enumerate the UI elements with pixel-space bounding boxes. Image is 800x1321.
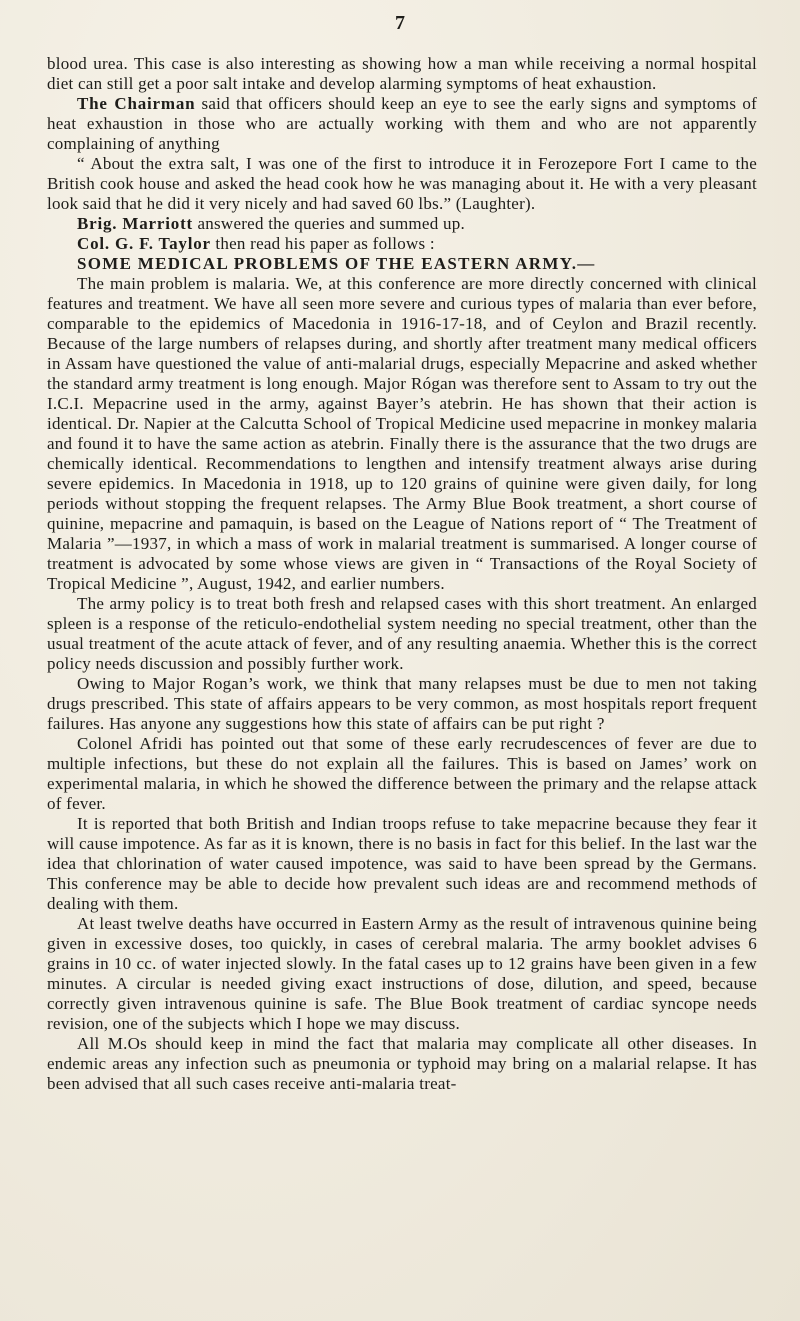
paragraph-taylor [47,234,757,254]
page-number: 7 [395,12,405,34]
paragraph-text: At least twelve deaths have occurred in Eastern Army as the result of intravenous quinine being given in excessive doses, too quickly, in cases of cerebral malaria. The army booklet advises 6 grains in 10 cc. of water injected slowly. In the fatal cases up to 12 grains have been given in a few minutes. A circular is needed giving exact instructions of dose, dilution, and speed, because correctly given intravenous quinine is safe. The Blue Book treatment of cardiac syncope needs revision, one of the subjects which I hope we may discuss. [47,914,757,1033]
paragraph [47,814,757,914]
section-title: SOME MEDICAL PROBLEMS OF THE EASTERN ARMY.— [77,254,596,273]
speaker-name: Col. G. F. Taylor [77,234,211,253]
body-text [47,54,757,1094]
paragraph-text: Colonel Afridi has pointed out that some of these early recrudescences of fever are due to multiple infections, but these do not explain all the failures. This is based on James’ work on experimental malaria, in which he showed the difference between the primary and the relapse attack of fever. [47,734,757,813]
speaker-name: The Chairman [77,94,196,113]
paragraph-text: answered the queries and summed up. [193,214,465,233]
paragraph-marriott [47,214,757,234]
paragraph-chairman [47,94,757,154]
paragraph [47,674,757,734]
paragraph-text: All M.Os should keep in mind the fact that malaria may complicate all other diseases. In endemic areas any infection such as pneumonia or typhoid may bring on a malarial relapse. It has been advised that all such cases receive anti-malaria treat- [47,1034,757,1093]
paragraph [47,1034,757,1094]
paragraph [47,734,757,814]
paragraph-text: The main problem is malaria. We, at this conference are more directly concerned with clinical features and treatment. We have all seen more severe and curious types of malaria than ever before, comparable to the epidemics of Macedonia in 1916-17-18, and of Ceylon and Brazil recently. Because of the large numbers of relapses during, and shortly after treatment many medical officers in Assam have questioned the value of anti-malarial drugs, especially Mepacrine and asked whether the standard army treatment is long enough. Major Rógan was therefore sent to Assam to try out the I.C.I. Mepacrine used in the army, against Bayer’s atebrin. He has shown that their action is identical. Dr. Napier at the Calcutta School of Tropical Medicine used mepacrine in monkey malaria and found it to have the same action as atebrin. Finally there is the assurance that the two drugs are chemically identical. Recommendations to lengthen and intensify treatment always arise during severe epidemics. In Macedonia in 1918, up to 120 grains of quinine were given daily, for long periods without stopping the frequent relapses. The Army Blue Book treatment, a short course of quinine, mepacrine and pamaquin, is based on the League of Nations report of “ The Treatment of Malaria ”—1937, in which a mass of work in malarial treatment is summarised. A longer course of treatment is advocated by some whose views are given in “ Transactions of the Royal Society of Tropical Medicine ”, August, 1942, and earlier numbers. [47,274,757,593]
paragraph-quote [47,154,757,214]
paragraph [47,594,757,674]
paragraph-text: then read his paper as follows : [210,234,435,253]
section-heading [47,254,757,274]
paragraph [47,274,757,594]
paragraph [47,914,757,1034]
paragraph [47,54,757,94]
paragraph-text: Owing to Major Rogan’s work, we think that many relapses must be due to men not taking drugs prescribed. This state of affairs appears to be very common, as most hospitals report frequent failures. Has anyone any suggestions how this state of affairs can be put right ? [47,674,757,733]
paragraph-text: “ About the extra salt, I was one of the first to introduce it in Ferozepore Fort I came to the British cook house and asked the head cook how he was managing about it. He with a very pleasant look said that he did it very nicely and had saved 60 lbs.” (Laughter). [47,154,757,213]
paragraph-text: The army policy is to treat both fresh and relapsed cases with this short treatment. An enlarged spleen is a response of the reticulo-endothelial system needing no special treatment, other than the usual treatment of the acute attack of fever, and of any resulting anaemia. Whether this is the correct policy needs discussion and possibly further work. [47,594,757,673]
paragraph-text: It is reported that both British and Indian troops refuse to take mepacrine because they fear it will cause impotence. As far as it is known, there is no basis in fact for this belief. In the last war the idea that chlorination of water caused impotence, was said to have been spread by the Germans. This conference may be able to decide how prevalent such ideas are and recommend methods of dealing with them. [47,814,757,913]
paragraph-text: said that officers should keep an eye to see the early signs and symptoms of heat exhaustion in those who are actually working with them and who are not apparently complaining of anything [47,94,757,153]
paragraph-text: blood urea. This case is also interesting as showing how a man while receiving a normal hospital diet can still get a poor salt intake and develop alarming symptoms of heat exhaustion. [47,54,757,93]
speaker-name: Brig. Marriott [77,214,193,233]
